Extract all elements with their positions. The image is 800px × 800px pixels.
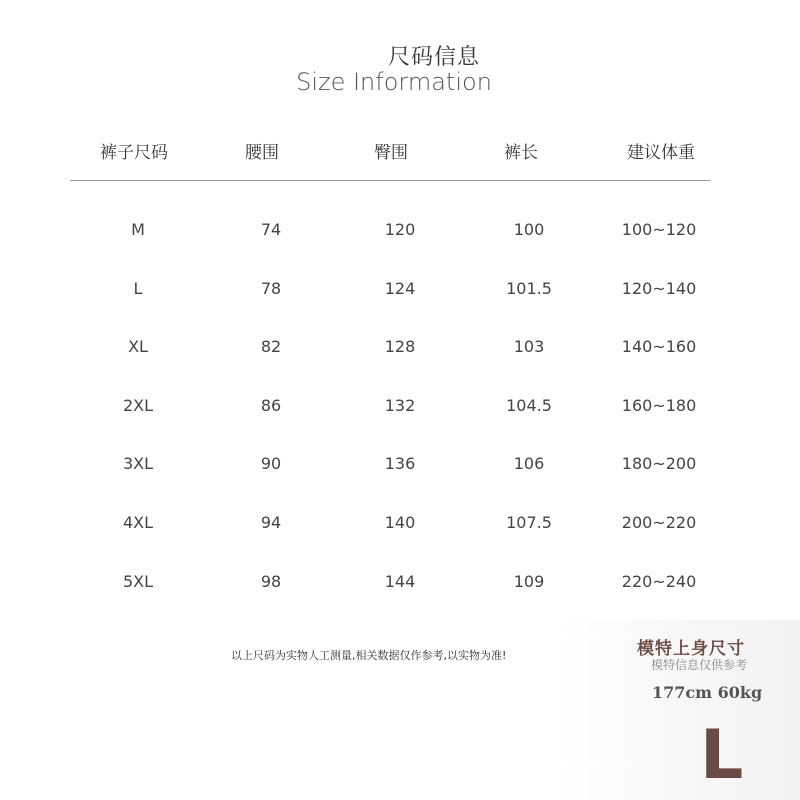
size-cell: 5XL [122, 571, 154, 591]
page-title-cn: 尺码信息 [387, 45, 480, 70]
length-cell: 103 [513, 337, 545, 357]
length-cell: 107.5 [506, 512, 552, 532]
model-info-subtitle: 模特信息仅供参考 [651, 658, 748, 672]
hip-cell: 140 [384, 512, 416, 532]
column-header-pants-size: 裤子尺码 [100, 143, 168, 163]
table-row [0, 513, 800, 572]
model-info-title: 模特上身尺寸 [637, 639, 745, 659]
hip-cell: 132 [384, 395, 416, 415]
length-cell: 101.5 [506, 278, 552, 298]
weight-cell: 180~200 [621, 454, 697, 474]
waist-cell: 86 [260, 395, 282, 415]
waist-cell: 90 [260, 454, 282, 474]
column-header-hip: 臀围 [374, 143, 408, 163]
table-header [0, 138, 800, 162]
weight-cell: 120~140 [621, 278, 697, 298]
page-title-en: Size Information [296, 68, 492, 96]
waist-cell: 78 [260, 278, 282, 298]
size-cell: XL [128, 337, 148, 357]
size-cell: L [133, 278, 143, 298]
column-header-length: 裤长 [504, 143, 538, 163]
size-cell: 3XL [122, 454, 154, 474]
waist-cell: 74 [260, 220, 282, 239]
hip-cell: 120 [384, 220, 416, 239]
table-row [0, 454, 800, 513]
column-header-weight: 建议体重 [627, 143, 695, 163]
column-header-waist: 腰围 [245, 143, 279, 163]
table-row [0, 279, 800, 338]
table-row [0, 396, 800, 455]
model-size-letter: L [700, 716, 744, 795]
weight-cell: 220~240 [621, 571, 697, 591]
weight-cell: 100~120 [621, 220, 697, 239]
size-table [0, 220, 800, 630]
table-row [0, 220, 800, 279]
waist-cell: 82 [260, 337, 282, 357]
hip-cell: 144 [384, 571, 416, 591]
hip-cell: 128 [384, 337, 416, 357]
measurement-note: 以上尺码为实物人工测量,相关数据仅作参考,以实物为准! [231, 649, 507, 662]
waist-cell: 94 [260, 512, 282, 532]
weight-cell: 200~220 [621, 512, 697, 532]
table-row [0, 337, 800, 396]
size-cell: 4XL [122, 512, 154, 532]
model-height-weight: 177cm 60kg [652, 683, 763, 702]
length-cell: 106 [513, 454, 545, 474]
header-divider [70, 180, 710, 181]
weight-cell: 160~180 [621, 395, 697, 415]
hip-cell: 136 [384, 454, 416, 474]
weight-cell: 140~160 [621, 337, 697, 357]
length-cell: 104.5 [506, 395, 552, 415]
size-cell: 2XL [122, 395, 154, 415]
waist-cell: 98 [260, 571, 282, 591]
length-cell: 109 [513, 571, 545, 591]
hip-cell: 124 [384, 278, 416, 298]
size-cell: M [131, 220, 145, 239]
length-cell: 100 [513, 220, 545, 239]
